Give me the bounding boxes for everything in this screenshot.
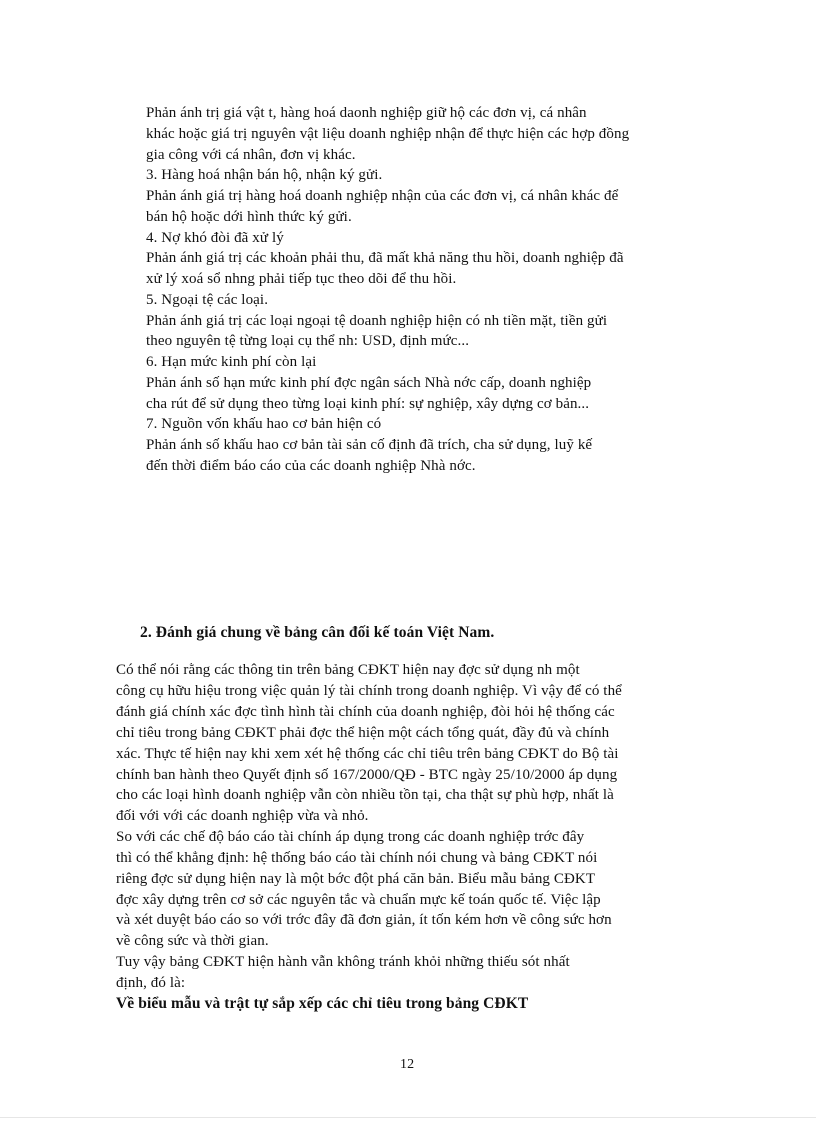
list-item-heading: 5. Ngoại tệ các loại.	[146, 292, 269, 308]
text-line: theo nguyên tệ từng loại cụ thể nh: USD, định mức...	[146, 333, 470, 349]
text-line: Phản ánh số hạn mức kinh phí đợc ngân sách Nhà nớc cấp, doanh nghiệp	[146, 375, 592, 391]
paragraph-line: xác. Thực tế hiện nay khi xem xét hệ thống các chỉ tiêu trên bảng CĐKT do Bộ tài	[116, 746, 619, 762]
paragraph-line: chính ban hành theo Quyết định số 167/2000/QĐ - BTC ngày 25/10/2000 áp dụng	[116, 767, 618, 783]
paragraph-line: cho các loại hình doanh nghiệp vẫn còn nhiều tồn tại, cha thật sự phù hợp, nhất là	[116, 787, 614, 803]
list-item-heading: 6. Hạn mức kinh phí còn lại	[146, 354, 317, 370]
text-line: Phản ánh giá trị các loại ngoại tệ doanh nghiệp hiện có nh tiền mặt, tiền gửi	[146, 313, 608, 329]
paragraph-line: đợc xây dựng trên cơ sở các nguyên tắc và chuẩn mực kế toán quốc tế. Việc lập	[116, 892, 601, 908]
subheading: Về biểu mẫu và trật tự sắp xếp các chỉ tiêu trong bảng CĐKT	[116, 995, 529, 1012]
page-number: 12	[400, 1057, 415, 1072]
paragraph-line: Có thể nói rằng các thông tin trên bảng CĐKT hiện nay đợc sử dụng nh một	[116, 662, 580, 678]
paragraph-line: đối với với các doanh nghiệp vừa và nhỏ.	[116, 808, 369, 824]
paragraph-line: riêng đợc sử dụng hiện nay là một bớc đột phá căn bản. Biểu mẫu bảng CĐKT	[116, 871, 596, 887]
text-line: bán hộ hoặc dới hình thức ký gửi.	[146, 209, 352, 225]
text-line: Phản ánh giá trị các khoản phải thu, đã mất khả năng thu hồi, doanh nghiệp đã	[146, 250, 624, 266]
list-item-heading: 3. Hàng hoá nhận bán hộ, nhận ký gửi.	[146, 167, 383, 183]
text-line: xử lý xoá sổ nhng phải tiếp tục theo dõi để thu hồi.	[146, 271, 457, 287]
list-item-heading: 4. Nợ khó đòi đã xử lý	[146, 230, 284, 246]
text-line: đến thời điểm báo cáo của các doanh nghiệp Nhà nớc.	[146, 458, 476, 474]
text-line: Phản ánh trị giá vật t, hàng hoá daonh nghiệp giữ hộ các đơn vị, cá nhân	[146, 105, 587, 121]
paragraph-line: và xét duyệt báo cáo so với trớc đây đã đơn giản, ít tốn kém hơn về công sức hơn	[116, 912, 612, 928]
paragraph-line: Tuy vậy bảng CĐKT hiện hành vẫn không tránh khỏi những thiếu sót nhất	[116, 954, 570, 970]
paragraph-line: định, đó là:	[116, 975, 186, 991]
section-heading: 2. Đánh giá chung về bảng cân đối kế toán Việt Nam.	[140, 624, 495, 641]
paragraph-line: đánh giá chính xác đợc tình hình tài chính của doanh nghiệp, đòi hỏi hệ thống các	[116, 704, 615, 720]
paragraph-line: chỉ tiêu trong bảng CĐKT phải đợc thể hiện một cách tổng quát, đầy đủ và chính	[116, 725, 610, 741]
paragraph-line: về công sức và thời gian.	[116, 933, 269, 949]
text-line: cha rút để sử dụng theo từng loại kinh phí: sự nghiệp, xây dựng cơ bản...	[146, 396, 590, 412]
text-line: gia công với cá nhân, đơn vị khác.	[146, 147, 356, 163]
paragraph-line: So với các chế độ báo cáo tài chính áp dụng trong các doanh nghiệp trớc đây	[116, 829, 585, 845]
list-item-heading: 7. Nguồn vốn khấu hao cơ bản hiện có	[146, 416, 382, 432]
text-line: khác hoặc giá trị nguyên vật liệu doanh nghiệp nhận để thực hiện các hợp đồng	[146, 126, 630, 142]
text-line: Phản ánh số khấu hao cơ bản tài sản cố định đã trích, cha sử dụng, luỹ kế	[146, 437, 593, 453]
paragraph-line: công cụ hữu hiệu trong việc quản lý tài chính trong doanh nghiệp. Vì vậy để có thể	[116, 683, 622, 699]
text-line: Phản ánh giá trị hàng hoá doanh nghiệp nhận của các đơn vị, cá nhân khác để	[146, 188, 619, 204]
page-edge-divider	[0, 1117, 816, 1118]
paragraph-line: thì có thể khẳng định: hệ thống báo cáo tài chính nói chung và bảng CĐKT nói	[116, 850, 598, 866]
